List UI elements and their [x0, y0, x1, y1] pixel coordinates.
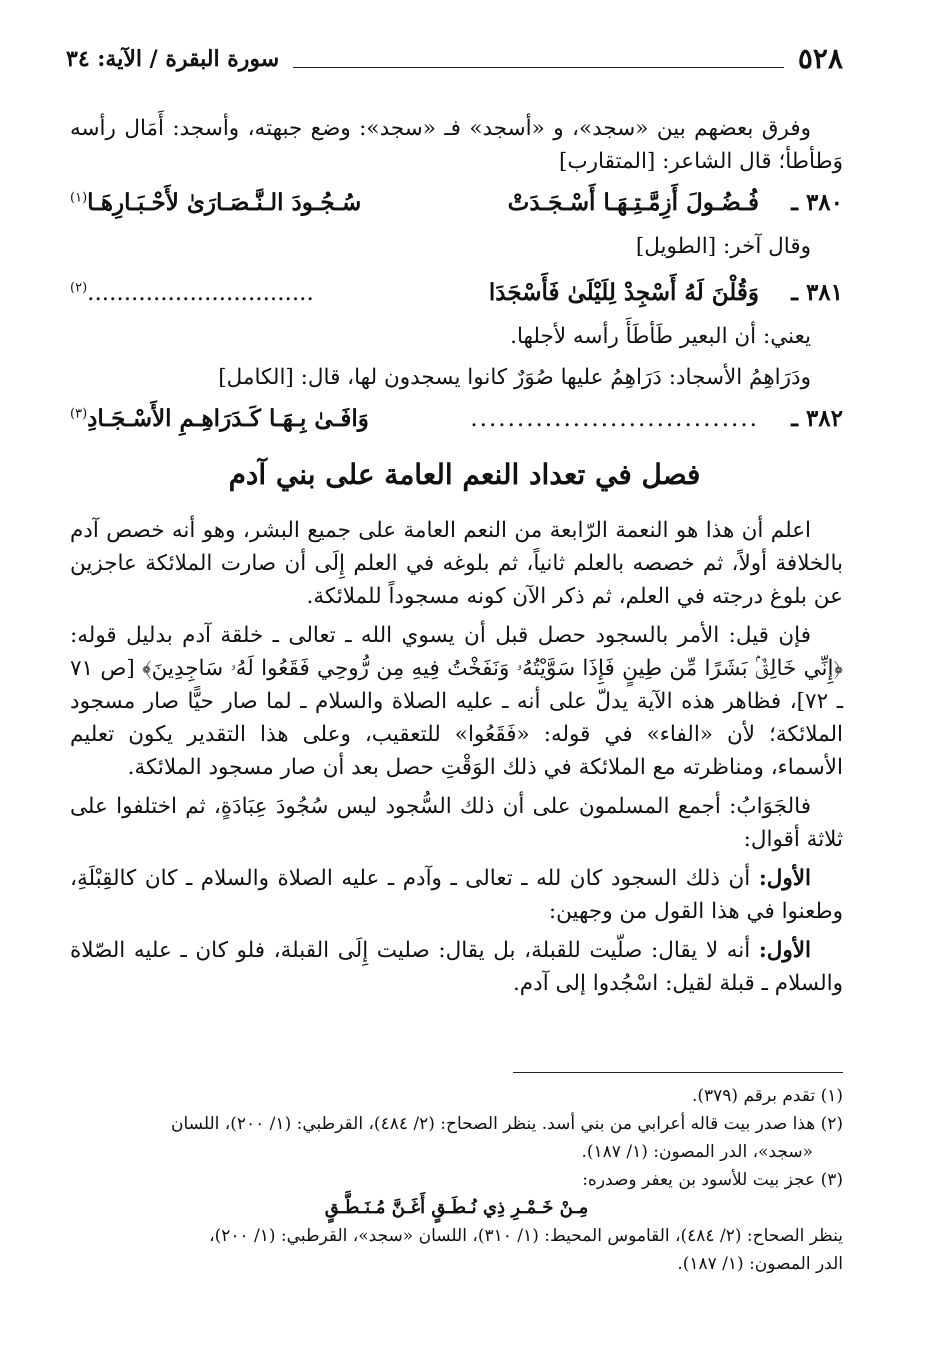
verse-382 [70, 396, 843, 440]
verse-number: ٣٨١ ـ [791, 278, 843, 306]
footnote-3-line-1: ينظر الصحاح: (٢/ ٤٨٤)، القاموس المحيط: (١/ ٣١٠)، اللسان «سجد»، القرطبي: (١/ ٢٠٠)، [209, 1226, 843, 1246]
section-title: فصل في تعداد النعم العامة على بني آدم [228, 458, 701, 491]
intro-paragraph: وفرق بعضهم بين «سجد»، و «أسجد» فـ «سجد»: وضع جبهته، وأسجد: أَمَال رأسه وَطأطأ؛ قال الشاعر: [المتقارب] [70, 116, 843, 174]
verse-hemistich-second: وَافَـىٰ بِـهَـا كَـدَرَاهِـمِ الأَسْـجَـادِ [87, 404, 369, 432]
footnote-3-verse: مِـنْ خَـمْـرِ ذِي نُـطَـقٍ أَغَـنَّ مُـنَـطَّـقٍ [324, 1197, 589, 1218]
verse-hemistich-first: وَقُلْنَ لَهُ أَسْجِدْ لِلَيْلَىٰ فَأَسْجَدَا [488, 278, 759, 306]
footnote-3-refs [70, 1222, 843, 1278]
page-number: ٥٢٨ [797, 42, 843, 75]
page-header [66, 38, 843, 74]
explanation-line-2: ودَرَاهِمُ الأسجاد: دَرَاهِمُ عليها صُوَرٌ كانوا يسجدون لها، قال: [الكامل] [218, 365, 811, 390]
body-paragraph-2: فإن قيل: الأمر بالسجود حصل قبل أن يسوي الله ـ تعالى ـ خلقة آدم بدليل قوله: ﴿إِنِّي خَالِقٌۢ بَشَرًا مِّن طِينٍ فَإِذَا سَوَّيْتُهُۥ وَنَفَخْتُ فِيهِ مِن رُّوحِي فَقَعُوا لَهُۥ سَاجِدِينَ﴾ [ص ٧١ ـ ٧٢]، فظاهر هذه الآية يدلّ على أنه ـ عليه الصلاة والسلام ـ لما صار حيًّا صار مسجود الملائكة؛ لأن «الفاء» في قوله: «فَقَعُوا» للتعقيب، وعلى هذا التقدير يكون تعليم الأسماء، ومناظرته مع الملائكة في ذلك الوَقْتِ حصل بعد أن صار مسجود الملائكة. [70, 623, 843, 780]
body-paragraph-4 [70, 862, 843, 928]
footnote-marker: (٢) [70, 279, 88, 295]
header-rule [293, 67, 784, 68]
footnote-1: (١) تقدم برقم (٣٧٩). [691, 1086, 843, 1106]
verse-hemistich-first: فُـضُـولَ أَزِمَّـتِـهَـا أَسْـجَـدَتْ [507, 188, 759, 216]
intro2-block [70, 230, 843, 263]
opinion-label: الأول: [758, 938, 811, 963]
body-paragraph-1: اعلم أن هذا هو النعمة الرّابعة من النعم العامة على جميع البشر، وهو أنه خصص آدم بالخلافة أولاً، ثم خصصه بالعلم ثانياً، ثم بلوغه في العلم إِلَى أن صارت الملائكة عاجزين عن بلوغ درجته في العلم، ثم ذكر الآن كونه مسجوداً للملائكة. [70, 518, 843, 609]
body-paragraph-5 [70, 934, 843, 1000]
verse-hemistich-second: سُـجُـودَ الـنَّـصَـارَىٰ لأَحْـبَـارِهَـا [87, 188, 362, 216]
sura-reference: سورة البقرة / الآية: ٣٤ [66, 46, 280, 72]
opinion-text: أن ذلك السجود كان لله ـ تعالى ـ وآدم ـ عليه الصلاة والسلام ـ كان كالقِبْلَةِ، وطعنوا في هذا القول من وجهين: [70, 866, 843, 924]
footnote-2 [70, 1110, 843, 1166]
poet-intro-line: وقال آخر: [الطويل] [635, 234, 811, 259]
footnote-marker: (١) [70, 189, 88, 205]
intro-block [70, 112, 843, 178]
footnote-3: (٣) عجز بيت للأسود بن يعفر وصدره: [582, 1170, 843, 1190]
footnote-marker: (٣) [70, 405, 88, 421]
explanation-block [70, 320, 843, 394]
verse-381 [70, 270, 843, 314]
footnote-2-line-2: «سجد»، الدر المصون: (١/ ١٨٧). [581, 1142, 813, 1162]
verse-number: ٣٨٢ ـ [791, 404, 843, 432]
explanation-line-1: يعني: أن البعير طَأطَأَ رأسه لأجلها. [510, 324, 811, 349]
verse-380 [70, 180, 843, 224]
opinion-label: الأول: [758, 866, 811, 891]
body-paragraph-3: فالجَوَابُ: أجمع المسلمون على أن ذلك السُّجود ليس سُجُودَ عِبَادَةٍ، ثم اختلفوا على ثلاثة أقوال: [70, 794, 843, 852]
footnote-3-line-2: الدر المصون: (١/ ١٨٧). [677, 1254, 843, 1274]
footnote-separator [513, 1072, 843, 1073]
footnote-2-line-1: (٢) هذا صدر بيت قاله أعرابي من بني أسد. ينظر الصحاح: (٢/ ٤٨٤)، القرطبي: (١/ ٢٠٠)، اللسان [170, 1114, 843, 1134]
ellipsis-dots: ............................... [87, 279, 314, 306]
verse-number: ٣٨٠ ـ [791, 188, 843, 216]
main-body [70, 514, 843, 1000]
footnotes [70, 1082, 843, 1278]
opinion-text: أنه لا يقال: صلّيت للقبلة، بل يقال: صليت إِلَى القبلة، فلو كان ـ عليه الصّلاة والسلام ـ قبلة لقيل: اسْجُدوا إلى آدم. [70, 938, 843, 996]
ellipsis-dots: ............................... [470, 405, 759, 432]
